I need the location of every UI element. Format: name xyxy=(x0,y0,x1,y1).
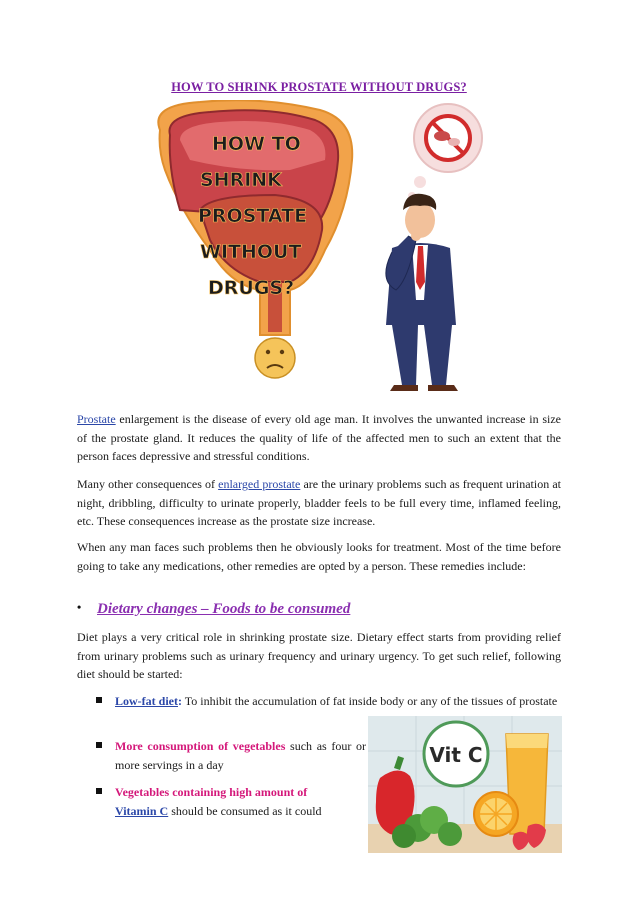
prostate-link[interactable]: Prostate xyxy=(77,412,116,426)
paragraph-consequences: Many other consequences of enlarged prostate are the urinary problems such as frequent urination at night, dribbling, difficulty to urinate properly, bladder feels to be full every time, inflamed feeling, etc. These consequences increase as the prostate size increase. xyxy=(77,477,562,528)
hero-line-4: WITHOUT xyxy=(200,241,302,263)
hero-line-2: SHRINK xyxy=(200,169,282,191)
hero-line-1: HOW TO xyxy=(212,133,301,155)
sad-face-icon xyxy=(255,338,295,378)
heading-bullet: • xyxy=(77,600,82,614)
thinking-man-illustration xyxy=(386,194,458,391)
paragraph-diet: Diet plays a very critical role in shrinking prostate size. Dietary effect starts from providing relief from urinary problems such as urinary frequency and urinary urgency. To get such relief, following diet should be started: xyxy=(77,630,561,681)
square-bullet-icon xyxy=(96,697,102,703)
vitamin-c-label: Vit C xyxy=(429,743,483,767)
prostate-hero-illustration xyxy=(140,100,510,392)
page-title: HOW TO SHRINK PROSTATE WITHOUT DRUGS? xyxy=(171,80,467,94)
square-bullet-icon xyxy=(96,742,102,748)
document-page: HOW TO SHRINK PROSTATE WITHOUT DRUGS? HOW TO SHRINK PROSTATE WITHOUT DRUGS? Prostate enlargement is the disease of every old age man. It involves the unwanted increase in size of the prostate gland. It reduces the quality of life of the affected men to such an extent that the person faces depressive and stressful conditions. Many other consequences of enlarged prostate are the urinary problems such as frequent urination at night, dribbling, difficulty to urinate properly, bladder feels to be full every time, inflamed feeling, etc. These consequences increase as the prostate size increase. When any man faces such problems then he obviously looks for treatment. Most of the time before going to take any medications, other remedies are opted by a person. These remedies include: • Dietary changes – Foods to be consumed Diet plays a very critical role in shrinking prostate size. Dietary effect starts from providing relief from urinary problems such as urinary frequency and urinary urgency. To get such relief, following diet should be started: Low-fat diet: To inhibit the accumulation of fat inside body or any of the tissues of prostate More consumption of vegetables such as four or more servings in a day Vegetables containing high amount of Vitamin C should be consumed as it could Vit C xyxy=(0,0,638,903)
thought-bubble-no-drugs-icon xyxy=(408,104,482,200)
hero-line-5: DRUGS? xyxy=(208,277,295,299)
section-heading-dietary-changes: • Dietary changes – Foods to be consumed xyxy=(77,600,351,617)
vitamin-c-foods-illustration xyxy=(368,716,562,853)
vitamin-c-link[interactable]: Vitamin C xyxy=(115,803,169,818)
low-fat-diet-link[interactable]: Low-fat diet xyxy=(115,694,178,708)
hero-line-3: PROSTATE xyxy=(198,205,308,227)
paragraph-prostate-intro: Prostate enlargement is the disease of every old age man. It involves the unwanted increase in size of the prostate gland. It reduces the quality of life of the affected men to such an extent that the person faces depressive and stressful conditions. xyxy=(77,412,561,463)
paragraph-treatment: When any man faces such problems then he obviously looks for treatment. Most of the time before going to take any medications, other remedies are opted by a person. These remedies include: xyxy=(77,540,561,573)
square-bullet-icon xyxy=(96,788,102,794)
enlarged-prostate-link[interactable]: enlarged prostate xyxy=(218,477,301,491)
